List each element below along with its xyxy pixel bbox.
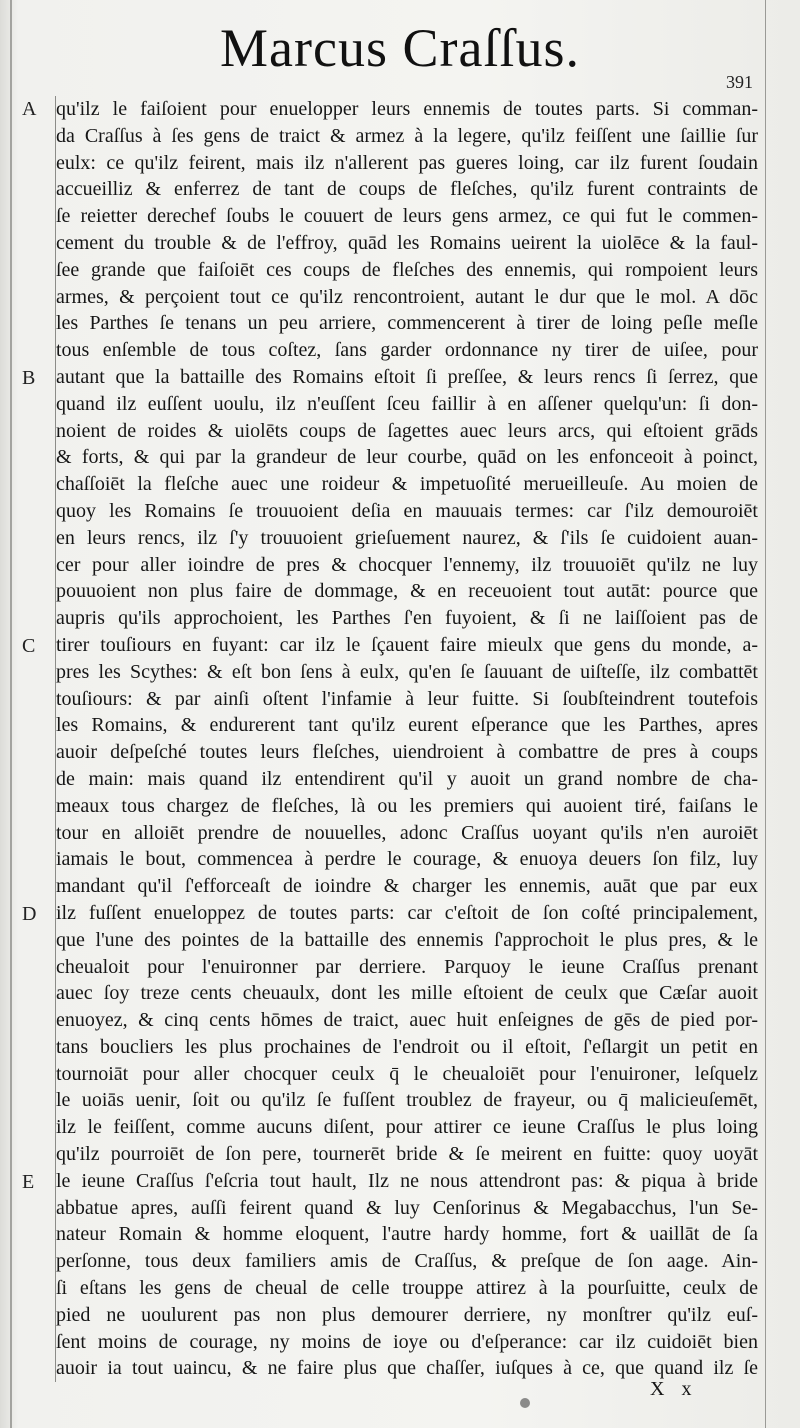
text-line: mandant qu'il ſ'efforceaſt de ioindre & charger les ennemis, auāt que par eux — [56, 875, 758, 898]
text-line: cheualoit pour l'enuironner par derriere. Parquoy le ieune Craſſus prenant — [56, 955, 758, 978]
text-line: auoir deſpeſché toutes leurs fleſches, uiendroient à combattre de pres à coups — [56, 741, 758, 764]
text-line: ſent moins de courage, ny moins de ioye ou d'eſperance: car ilz cuidoiēt bien — [56, 1330, 758, 1353]
page-edge — [765, 0, 766, 1428]
text-line: quoy les Romains ſe trouuoient deſia en mauuais termes: car ſ'ilz demouroiēt — [56, 499, 758, 522]
text-line: tournoiāt pour aller chocquer ceulx q̄ le cheualoiēt pour l'enuironer, leſquelz — [56, 1062, 758, 1085]
margin-letter-e: E — [22, 1171, 35, 1193]
text-line: en leurs rencs, ilz ſ'y trouuoient grieſuement naurez, & ſ'ils ſe cuidoient auan- — [56, 526, 758, 549]
text-line: enuoyez, & cinq cents hōmes de traict, auec huit enſeignes de gēs de pied por- — [56, 1009, 758, 1032]
running-title: Marcus Craſſus. — [220, 18, 580, 78]
ink-spot — [520, 1398, 530, 1408]
text-line: le uoiās uenir, ſoit ou qu'ilz ſe fuſſent troublez de frayeur, ou q̄ malicieuſemēt, — [56, 1089, 758, 1112]
text-line: qu'ilz pourroiēt de ſon pere, tournerēt bride & ſe meirent en fuitte: quoy uoyāt — [56, 1143, 758, 1166]
text-line: qu'ilz le faiſoient pour enuelopper leurs ennemis de toutes parts. Si comman- — [56, 98, 758, 120]
text-line: pouuoient non plus faire de dommage, & en receuoient tout autāt: pource que — [56, 580, 758, 603]
text-line: de main: mais quand ilz entendirent qu'il y auoit un grand nombre de cha- — [56, 767, 758, 790]
text-line: tour en alloiēt prendre de nouuelles, adonc Craſſus uoyant qu'ils n'en auroiēt — [56, 821, 758, 844]
margin-letter-c: C — [22, 635, 36, 657]
text-line: cer pour aller ioindre de pres & chocquer l'ennemy, ilz trouuoiēt qu'ilz ne luy — [56, 553, 758, 576]
text-line: pres les Scythes: & eſt bon ſens à eulx, qu'en ſe ſauuant de uiſteſſe, ilz combattēt — [56, 660, 758, 683]
text-line: le ieune Craſſus ſ'eſcria tout hault, Ilz ne nous attendront pas: & piqua à bride — [56, 1169, 758, 1192]
text-line: les Parthes ſe tenans un peu arriere, commencerent à tirer de loing peſle meſle — [56, 312, 758, 335]
text-line: nateur Romain & homme eloquent, l'autre hardy homme, fort & uaillāt de ſa — [56, 1223, 758, 1246]
text-line: pied ne uoulurent pas non plus demourer derriere, ny monſtrer qu'ilz euſ- — [56, 1303, 758, 1326]
text-line: tirer touſiours en fuyant: car ilz le ſçauent faire mieulx que gens du monde, a- — [56, 633, 758, 656]
text-line: ſee grande que faiſoiēt ces coups de fleſches des ennemis, qui rompoient leurs — [56, 258, 758, 281]
text-line: armes, & perçoient tout ce qu'ilz rencontroient, autant le dur que le mol. A dōc — [56, 285, 758, 308]
text-line: da Craſſus à ſes gens de traict & armez à la legere, qu'ilz feiſſent une ſaillie ſur — [56, 124, 758, 147]
text-line: ſe reietter derechef ſoubs le couuert de leurs gens armez, ce qui fut le commen- — [56, 205, 758, 228]
text-line: auec ſoy treze cents cheuaulx, dont les mille eſtoient de ceulx que Cæſar auoit — [56, 982, 758, 1005]
text-line: cement du trouble & de l'effroy, quād les Romains ueirent la uiolēce & la faul- — [56, 231, 758, 254]
text-line: les Romains, & endurerent tant qu'ilz eurent eſperance que les Parthes, apres — [56, 714, 758, 737]
text-line: aupris qu'ils approchoient, les Parthes ſ'en fuyoient, & ſi ne laiſſoient pas de — [56, 607, 758, 630]
text-line: accueilliz & enferrez de tant de coups de fleſches, qu'ilz furent contraints de — [56, 178, 758, 201]
text-line: quand ilz euſſent uoulu, ilz n'euſſent ſceu faillir à en aſſener quelqu'un: ſi don- — [56, 392, 758, 415]
text-line: ilz le feiſſent, comme aucuns diſent, pour attirer ce ieune Craſſus le plus loing — [56, 1116, 758, 1139]
text-line: perſonne, tous deux familiers amis de Craſſus, & preſque de ſon aage. Ain- — [56, 1250, 758, 1273]
text-line: tans boucliers les plus prochaines de l'endroit ou il eſtoit, ſ'eſlargit un petit en — [56, 1035, 758, 1058]
margin-letter-d: D — [22, 903, 37, 925]
page-gutter — [10, 0, 12, 1428]
text-line: autant que la battaille des Romains eſtoit ſi preſſee, & leurs rencs ſi ſerrez, que — [56, 365, 758, 388]
text-line: chaſſoiēt la fleſche auec une roideur & impetuoſité merueilleuſe. Au moien de — [56, 473, 758, 496]
text-line: noient de roides & uiolēts coups de ſagettes auec leurs arcs, qui eſtoient grāds — [56, 419, 758, 442]
text-line: que l'une des pointes de la battaille des ennemis ſ'approchoit le plus pres, & le — [56, 928, 758, 951]
text-line: touſiours: & par ainſi oſtent l'infamie à leur fuitte. Si ſoubſteindrent toutefois — [56, 687, 758, 710]
text-line: auoir ia tout uaincu, & ne faire plus que chaſſer, iuſques à ce, que quand ilz ſe — [56, 1357, 758, 1380]
signature-mark: X x — [650, 1378, 698, 1400]
text-line: ſi eſtans les gens de cheual de celle trouppe attirez à la pourſuitte, ceulx de — [56, 1277, 758, 1300]
text-line: & forts, & qui par la grandeur de leur courbe, quād on les enfonceoit à poinct, — [56, 446, 758, 469]
page-number: 391 — [726, 72, 753, 92]
text-line: tous enſemble de tous coſtez, ſans garder ordonnance ny tirer de uiſee, pour — [56, 339, 758, 362]
margin-letter-a: A — [22, 98, 37, 120]
text-line: ilz fuſſent enueloppez de toutes parts: car c'eſtoit de ſon coſté principalement, — [56, 901, 758, 924]
text-line: meaux tous chargez de fleſches, là ou les premiers qui auoient tiré, faiſans le — [56, 794, 758, 817]
text-line: abbatue apres, auſſi feirent quand & luy Cenſorinus & Megabacchus, l'un Se- — [56, 1196, 758, 1219]
margin-letter-b: B — [22, 367, 36, 389]
body-text — [55, 96, 762, 1382]
text-line: eulx: ce qu'ilz feirent, mais ilz n'allerent pas gueres loing, car ilz furent ſoudain — [56, 151, 758, 174]
text-line: iamais le bout, commencea à perdre le courage, & enuoya deuers ſon filz, luy — [56, 848, 758, 871]
